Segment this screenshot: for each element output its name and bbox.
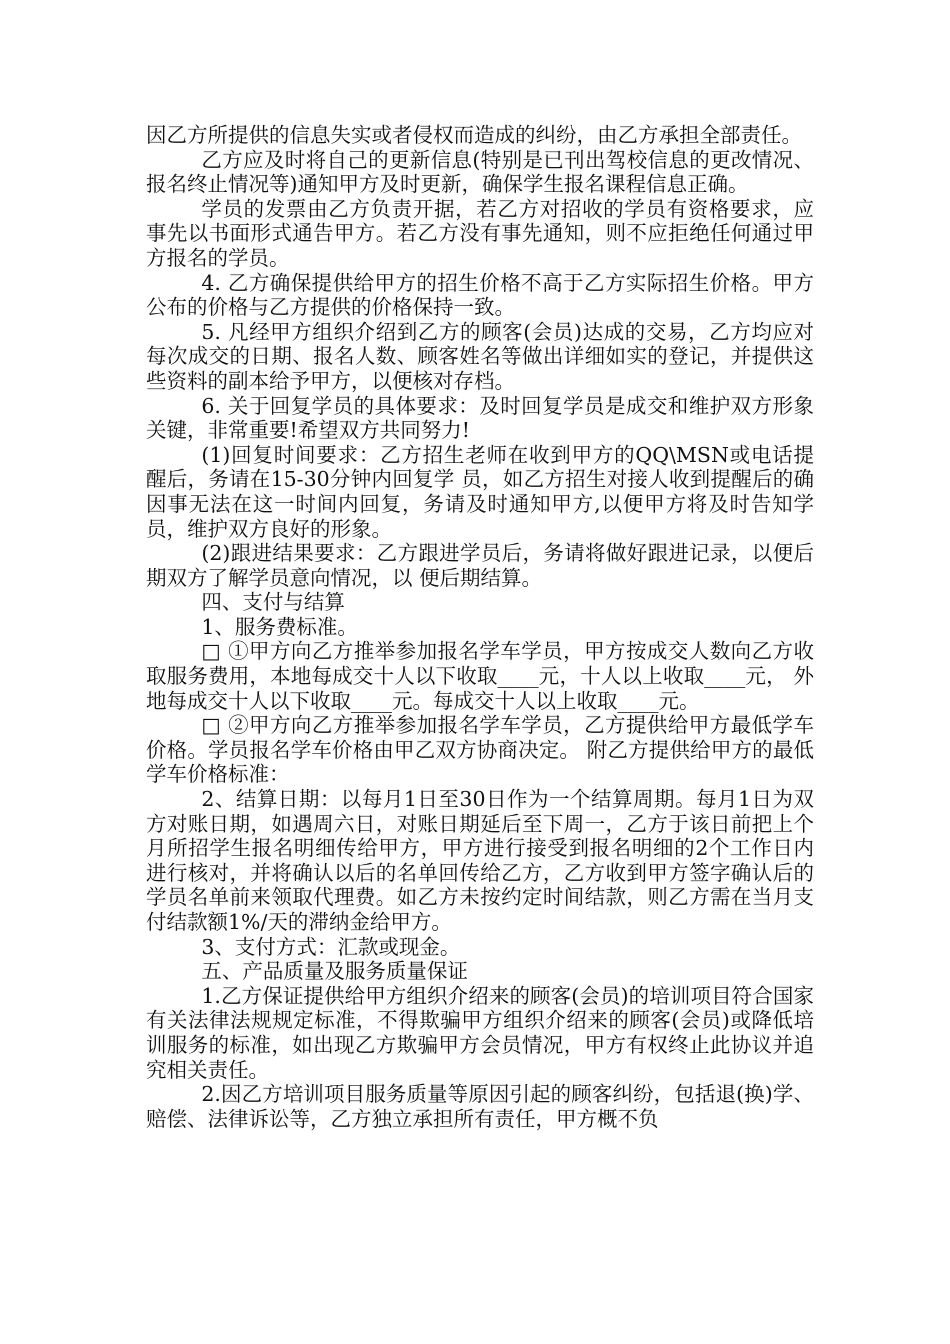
paragraph-invoice: 学员的发票由乙方负责开据，若乙方对招收的学员有资格要求，应事先以书面形式通告甲方。若乙方没有事先通知，则不应拒绝任何通过甲方报名的学员。 [146, 196, 814, 270]
section-heading-quality: 五、产品质量及服务质量保证 [201, 959, 468, 984]
option-fee-per-student: □ ①甲方向乙方推举参加报名学车学员，甲方按成交人数向乙方收取服务费用，本地每成交十人以下收取____元，十人以上收取____元， 外地每成交十人以下收取____元。每成交十人以上收取____元。 [146, 639, 814, 713]
option-lowest-price: □ ②甲方向乙方推举参加报名学车学员，乙方提供给甲方最低学车价格。学员报名学车价格由甲乙双方协商决定。 附乙方提供给甲方的最低学车价格标准： [146, 713, 814, 787]
document-body [146, 123, 814, 1131]
paragraph-clause-4-price: 4. 乙方确保提供给甲方的招生价格不高于乙方实际招生价格。甲方公布的价格与乙方提供的价格保持一致。 [146, 270, 814, 320]
paragraph-quality-1: 1.乙方保证提供给甲方组织介绍来的顾客(会员)的培训项目符合国家有关法律法规规定标准，不得欺骗甲方组织介绍来的顾客(会员)或降低培训服务的标准，如出现乙方欺骗甲方会员情况，甲方有权终止此协议并追究相关责任。 [146, 983, 814, 1082]
paragraph-clause-5-records: 5. 凡经甲方组织介绍到乙方的顾客(会员)达成的交易，乙方均应对每次成交的日期、报名人数、顾客姓名等做出详细如实的登记，并提供这些资料的副本给予甲方，以便核对存档。 [146, 319, 814, 393]
paragraph-update-info: 乙方应及时将自己的更新信息(特别是已刊出驾校信息的更改情况、报名终止情况等)通知甲方及时更新，确保学生报名课程信息正确。 [146, 147, 814, 197]
paragraph-follow-up: (2)跟进结果要求：乙方跟进学员后，务请将做好跟进记录，以便后期双方了解学员意向情况，以 便后期结算。 [146, 541, 814, 590]
paragraph-liability: 因乙方所提供的信息失实或者侵权而造成的纠纷，由乙方承担全部责任。 [146, 123, 802, 147]
paragraph-clause-6-reply: 6. 关于回复学员的具体要求：及时回复学员是成交和维护双方形象关键，非常重要!希望双方共同努力! [146, 393, 814, 443]
paragraph-reply-time: (1)回复时间要求：乙方招生老师在收到甲方的QQ\MSN或电话提醒后，务请在15-30分钟内回复学 员，如乙方招生对接人收到提醒后的确因事无法在这一时间内回复，务请及时通知甲方,以便甲方将及时告知学员，维护双方良好的形象。 [146, 442, 814, 541]
section-heading-payment: 四、支付与结算 [201, 590, 345, 615]
paragraph-quality-2: 2.因乙方培训项目服务质量等原因引起的顾客纠纷，包括退(换)学、赔偿、法律诉讼等，乙方独立承担所有责任，甲方概不负 [146, 1082, 814, 1131]
subheading-service-fee: 1、服务费标准。 [201, 614, 358, 639]
paragraph-payment-method: 3、支付方式：汇款或现金。 [201, 934, 461, 959]
paragraph-settlement-date: 2、结算日期：以每月1日至30日作为一个结算周期。每月1日为双方对账日期，如遇周六日，对账日期延后至下周一，乙方于该日前把上个月所招学生报名明细传给甲方，甲方进行接受到报名明细的2个工作日内进行核对，并将确认以后的名单回传给乙方，乙方收到甲方签字确认后的学员名单前来领取代理费。如乙方未按约定时间结款，则乙方需在当月支付结款额1%/天的滞纳金给甲方。 [146, 787, 814, 934]
